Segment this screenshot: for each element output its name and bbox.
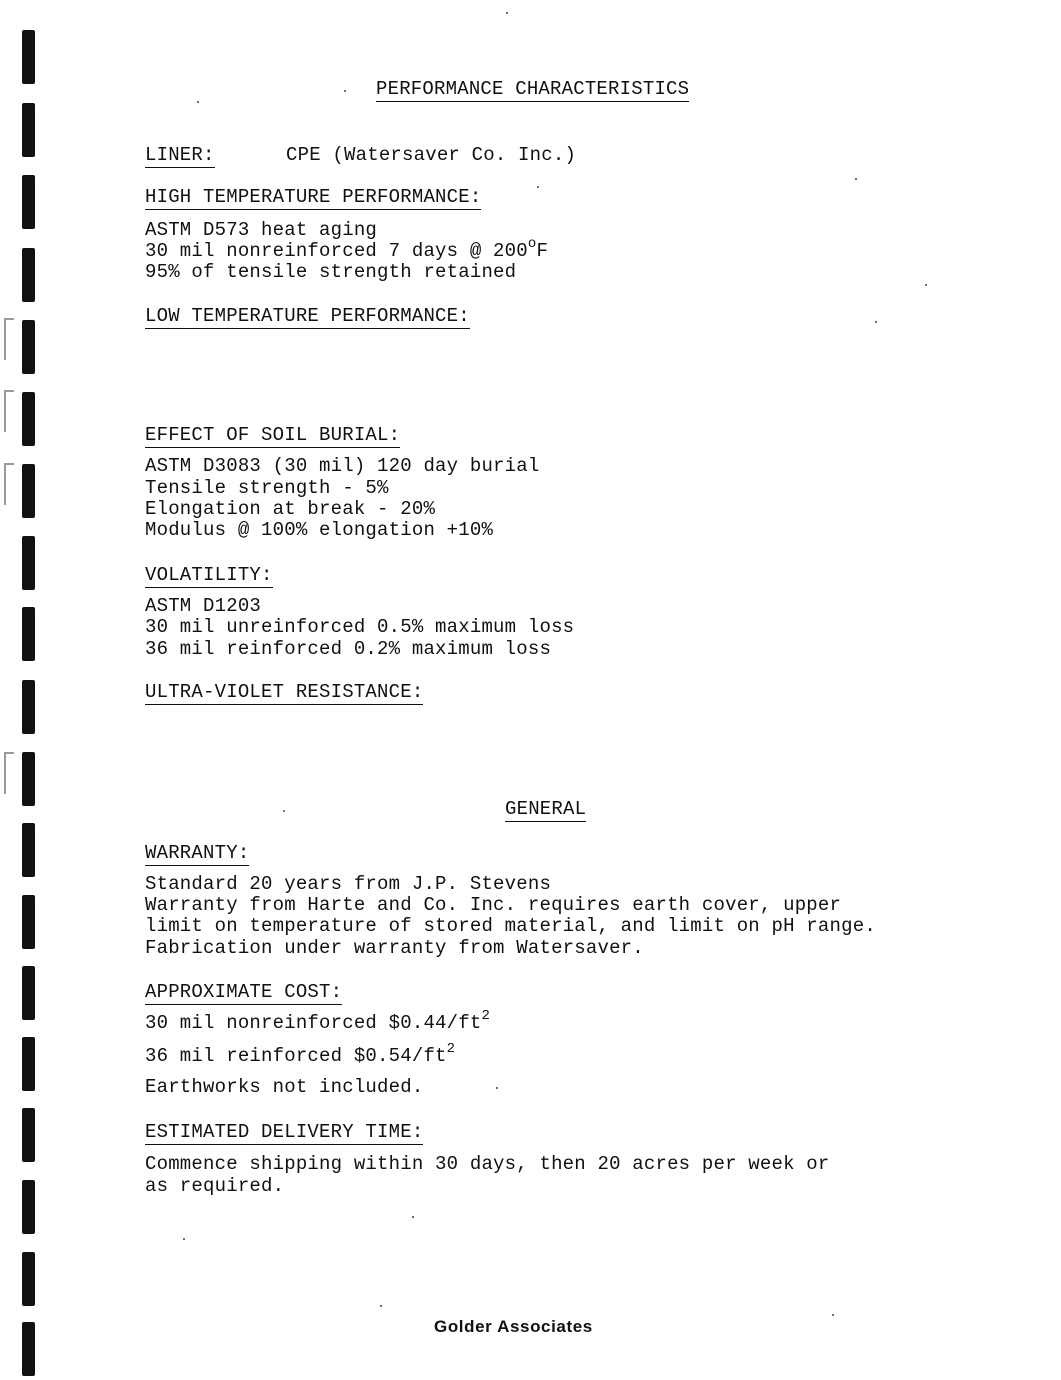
binder-mark <box>22 752 35 806</box>
binder-bracket <box>4 390 14 432</box>
scan-speck <box>344 90 346 92</box>
general-heading: GENERAL <box>505 798 587 820</box>
binder-bracket <box>4 463 14 505</box>
high-temp-heading: HIGH TEMPERATURE PERFORMANCE: <box>145 186 482 208</box>
high-temp-line: 30 mil nonreinforced 7 days @ 200$^o$F <box>145 236 549 262</box>
scan-speck <box>855 178 857 180</box>
scan-speck <box>197 101 199 103</box>
binder-holes <box>0 0 50 1380</box>
delivery-line: Commence shipping within 30 days, then 20 acres per week or <box>145 1153 830 1175</box>
binder-mark <box>22 536 35 590</box>
binder-mark <box>22 1252 35 1306</box>
binder-mark <box>22 823 35 877</box>
warranty-line: Fabrication under warranty from Watersaver. <box>145 937 644 959</box>
binder-mark <box>22 895 35 949</box>
scan-speck <box>537 186 539 188</box>
soil-burial-line: Modulus @ 100% elongation +10% <box>145 519 494 541</box>
scan-speck <box>183 1238 185 1240</box>
scan-speck <box>925 284 927 286</box>
delivery-heading: ESTIMATED DELIVERY TIME: <box>145 1121 424 1143</box>
soil-burial-heading: EFFECT OF SOIL BURIAL: <box>145 424 401 446</box>
binder-mark <box>22 1322 35 1376</box>
volatility-line: 36 mil reinforced 0.2% maximum loss <box>145 638 552 660</box>
footer-company: Golder Associates <box>434 1317 593 1336</box>
binder-mark <box>22 966 35 1020</box>
cost-line: Earthworks not included. <box>145 1076 424 1098</box>
scan-speck <box>832 1314 834 1316</box>
scan-speck <box>283 810 285 812</box>
binder-mark <box>22 248 35 302</box>
scan-speck <box>412 1216 414 1218</box>
low-temp-heading: LOW TEMPERATURE PERFORMANCE: <box>145 305 470 327</box>
soil-burial-line: Elongation at break - 20% <box>145 498 436 520</box>
binder-mark <box>22 1108 35 1162</box>
binder-mark <box>22 320 35 374</box>
binder-mark <box>22 1037 35 1091</box>
warranty-line: Warranty from Harte and Co. Inc. requires earth cover, upper <box>145 894 842 916</box>
cost-heading: APPROXIMATE COST: <box>145 981 343 1003</box>
scan-speck <box>496 1087 498 1089</box>
binder-bracket <box>4 752 14 794</box>
high-temp-line: 95% of tensile strength retained <box>145 261 517 283</box>
binder-mark <box>22 1180 35 1234</box>
volatility-line: ASTM D1203 <box>145 595 262 617</box>
liner-label: LINER: <box>145 144 215 166</box>
cost-line: 36 mil reinforced $\$0.54/ft^2$ <box>145 1041 456 1067</box>
uv-heading: ULTRA-VIOLET RESISTANCE: <box>145 681 424 703</box>
cost-line: 30 mil nonreinforced $\$0.44/ft^2$ <box>145 1008 491 1034</box>
soil-burial-line: Tensile strength - 5% <box>145 477 389 499</box>
binder-mark <box>22 607 35 661</box>
binder-mark <box>22 680 35 734</box>
binder-mark <box>22 392 35 446</box>
high-temp-line: ASTM D573 heat aging <box>145 219 378 241</box>
warranty-line: Standard 20 years from J.P. Stevens <box>145 873 552 895</box>
volatility-line: 30 mil unreinforced 0.5% maximum loss <box>145 616 575 638</box>
volatility-heading: VOLATILITY: <box>145 564 273 586</box>
warranty-heading: WARRANTY: <box>145 842 250 864</box>
binder-mark <box>22 175 35 229</box>
binder-bracket <box>4 318 14 360</box>
delivery-line: as required. <box>145 1175 285 1197</box>
warranty-line: limit on temperature of stored material, and limit on pH range. <box>145 915 876 937</box>
binder-mark <box>22 464 35 518</box>
scan-speck <box>506 12 508 14</box>
liner-value: CPE (Watersaver Co. Inc.) <box>286 144 577 166</box>
binder-mark <box>22 30 35 84</box>
scan-speck <box>380 1305 382 1307</box>
scan-speck <box>875 321 877 323</box>
page-title: PERFORMANCE CHARACTERISTICS <box>376 78 690 100</box>
soil-burial-line: ASTM D3083 (30 mil) 120 day burial <box>145 455 540 477</box>
binder-mark <box>22 103 35 157</box>
